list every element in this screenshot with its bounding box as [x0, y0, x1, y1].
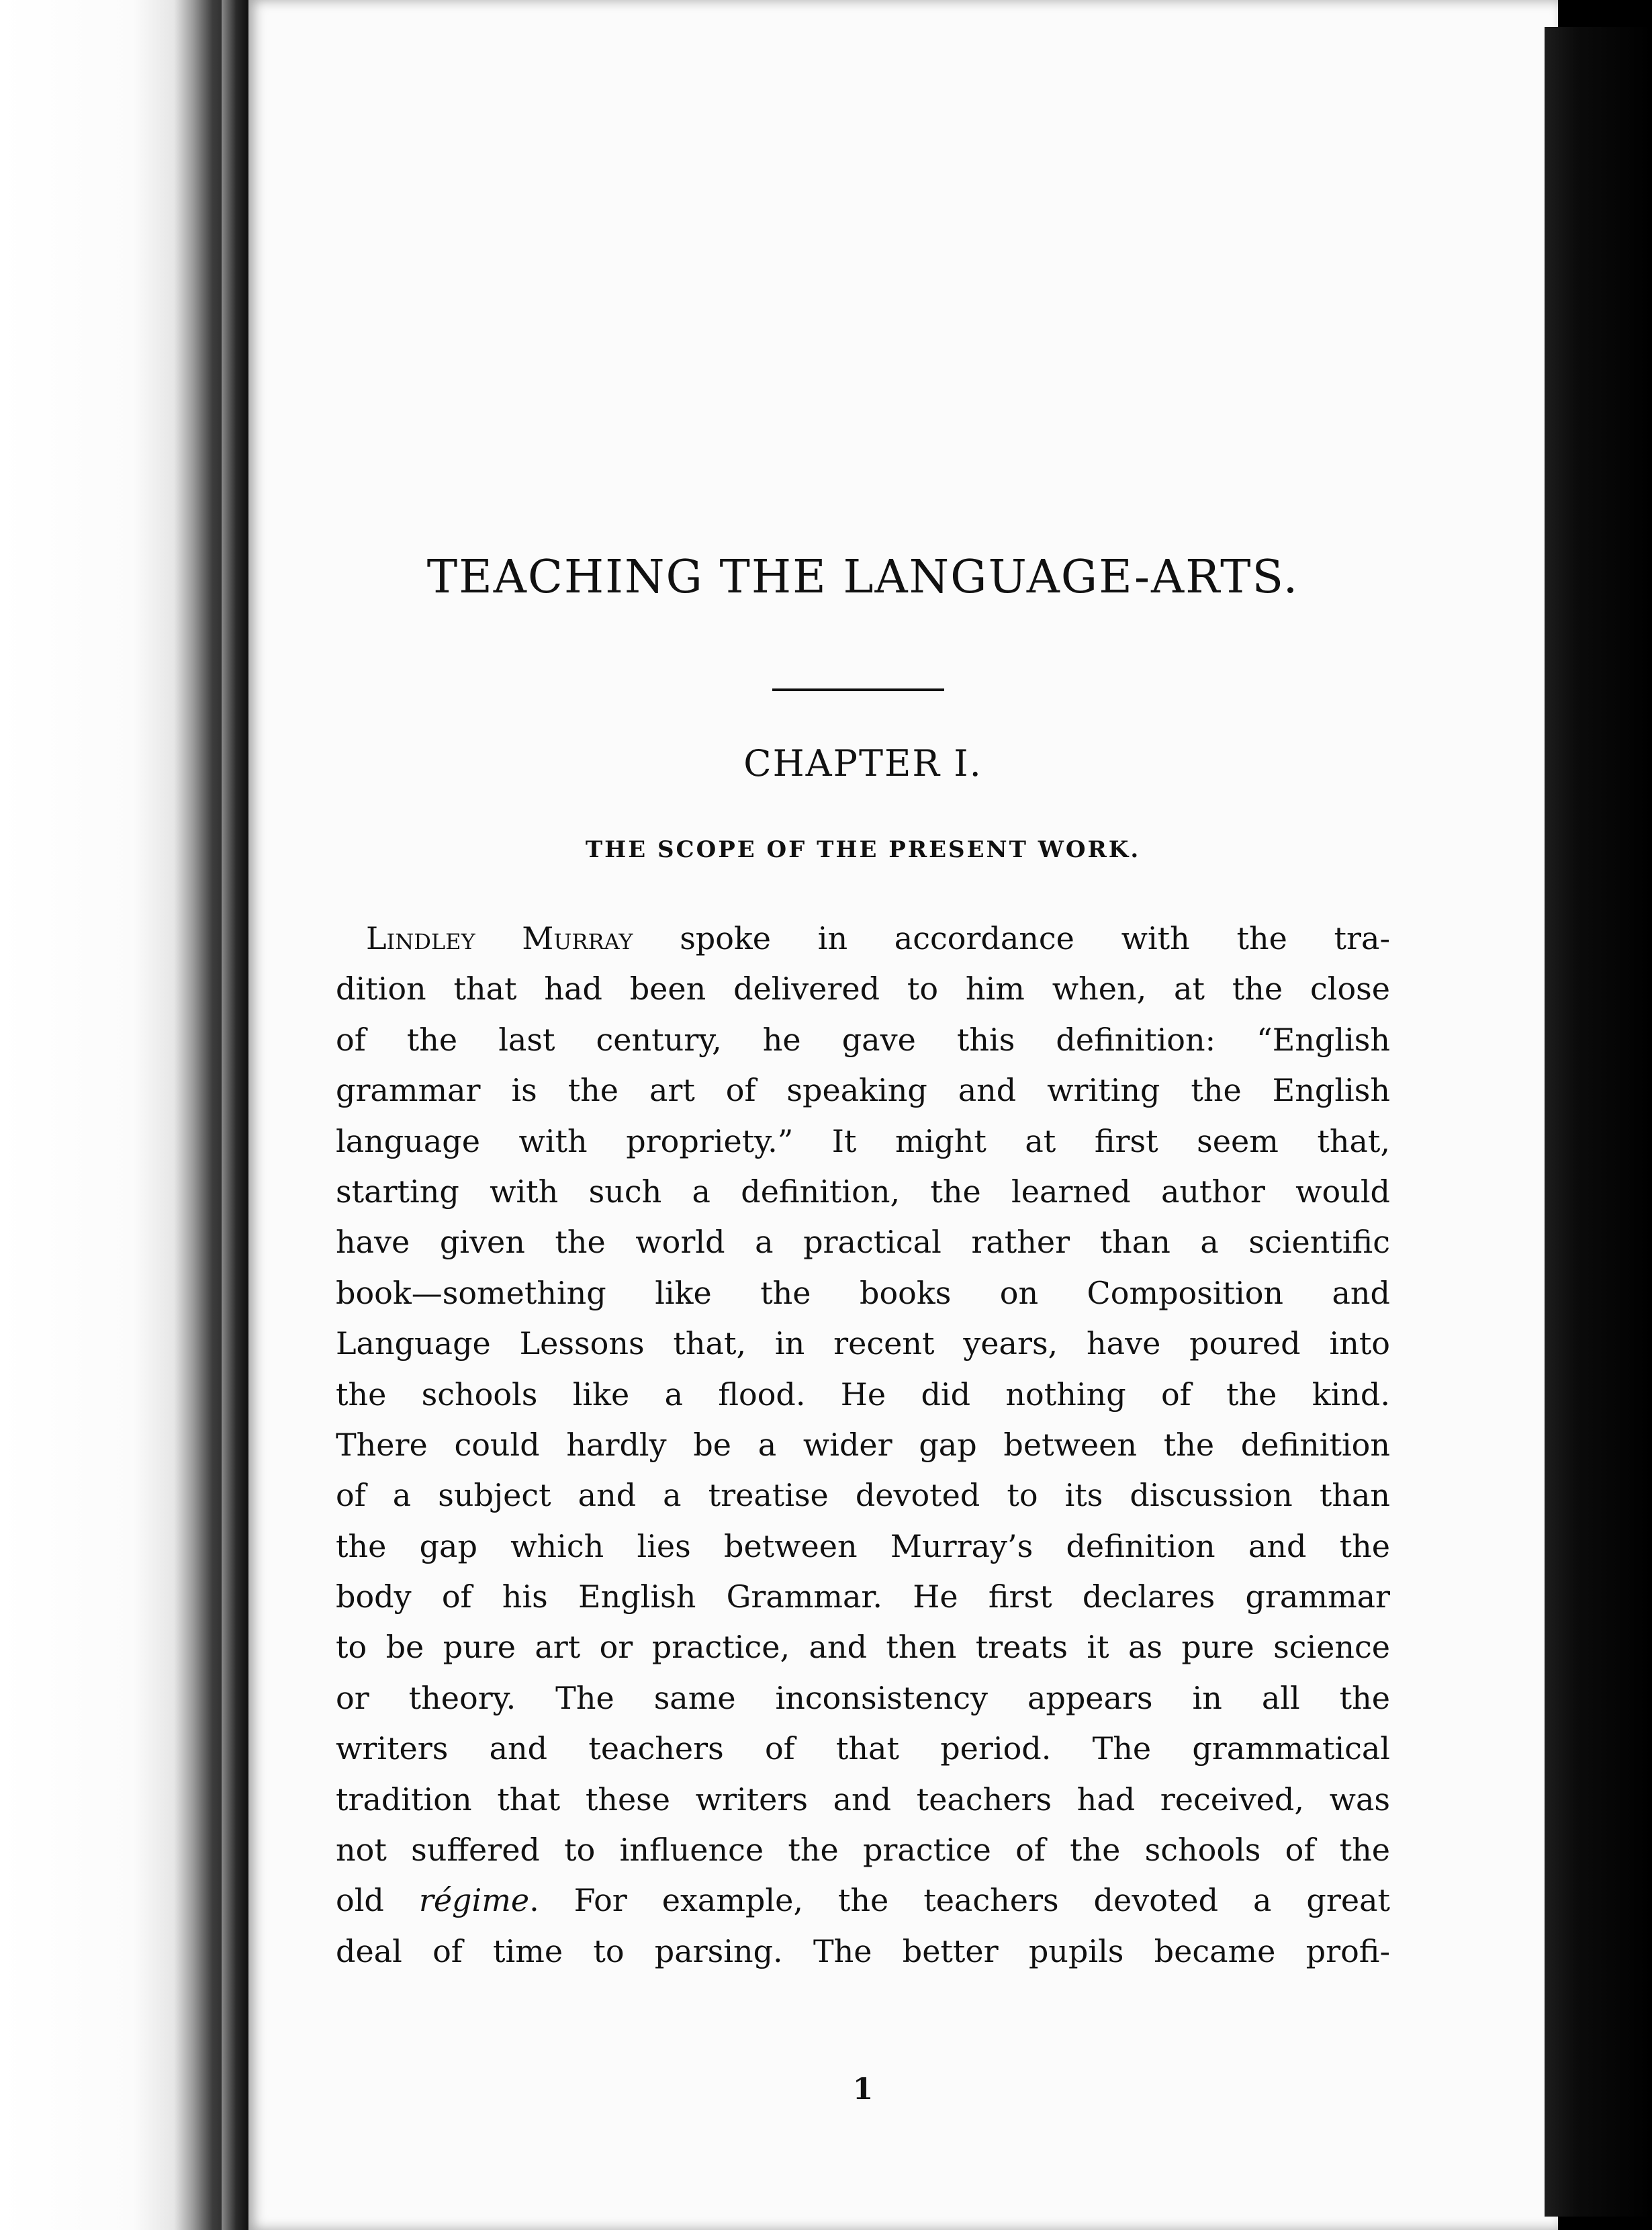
text-line: [336, 913, 1390, 964]
text-line: starting with such a definition, the learned author would: [336, 1173, 1390, 1210]
chapter-heading: CHAPTER I.: [743, 742, 982, 785]
text-line: language with propriety.” It might at first seem that,: [336, 1122, 1390, 1159]
text-line: of a subject and a treatise devoted to its discussion than: [336, 1477, 1390, 1514]
text-line: writers and teachers of that period. The grammatical: [336, 1730, 1390, 1767]
text-line: deal of time to parsing. The better pupils became profi-: [336, 1932, 1390, 1969]
text-line: or theory. The same inconsistency appears in all the: [336, 1679, 1390, 1716]
text-line: the gap which lies between Murray’s definition and the: [336, 1527, 1390, 1564]
page-number: 1: [852, 2072, 874, 2106]
italic-word: régime: [418, 1882, 530, 1919]
text-line: the schools like a flood. He did nothing of the kind.: [336, 1376, 1390, 1413]
line-text: . For example, the teachers devoted a great: [529, 1882, 1390, 1919]
text-line: book—something like the books on Composition and: [336, 1274, 1390, 1311]
chapter-subtitle: THE SCOPE OF THE PRESENT WORK.: [585, 836, 1141, 863]
title-rule: [772, 688, 944, 691]
text-line: body of his English Grammar. He first declares grammar: [336, 1578, 1390, 1615]
text-line: tradition that these writers and teachers had received, was: [336, 1781, 1390, 1818]
previous-page-edge: [0, 0, 242, 2230]
text-line: of the last century, he gave this definition: “English: [336, 1021, 1390, 1058]
text-line: Language Lessons that, in recent years, have poured into: [336, 1325, 1390, 1362]
line-text: old: [336, 1882, 419, 1919]
running-title: TEACHING THE LANGUAGE-ARTS.: [426, 551, 1299, 604]
text-line: [336, 1875, 1390, 1926]
author-name: Lindley Murray: [366, 920, 633, 956]
line-text: spoke in accordance with the tra-: [633, 920, 1390, 956]
text-line: There could hardly be a wider gap between the definition: [336, 1426, 1390, 1463]
text-line: to be pure art or practice, and then treats it as pure science: [336, 1629, 1390, 1666]
text-line: not suffered to influence the practice of the schools of the: [336, 1832, 1390, 1869]
text-line: grammar is the art of speaking and writing the English: [336, 1072, 1390, 1109]
page-stack-edge: [1545, 27, 1652, 2217]
text-line: have given the world a practical rather than a scientific: [336, 1224, 1390, 1261]
body-paragraph: [336, 913, 1390, 1977]
text-line: dition that had been delivered to him when, at the close: [336, 971, 1390, 1008]
